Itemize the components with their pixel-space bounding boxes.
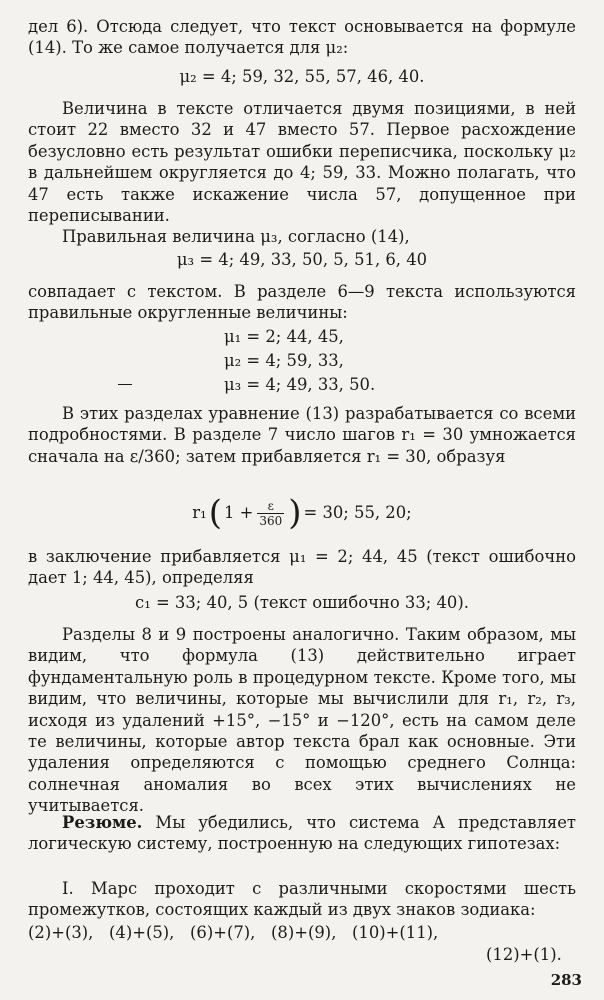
page-number: 283 — [550, 971, 582, 989]
paragraph-9: I. Марс проходит с различными скоростями шесть промежутков, состоящих каждый из двух знаков зодиака: — [28, 879, 576, 920]
paragraph-8 — [28, 812, 576, 855]
paragraph-7: Разделы 8 и 9 построены аналогично. Таким образом, мы видим, что формула (13) действительно играет фундаментальную роль в процедурном тексте. Кроме того, мы видим, что величины, которые мы вычислили для r₁, r₂, r₃, исходя из удалений +15°, −15° и −120°, есть на самом деле те величины, которые автор текста брал как основные. Эти удаления определяются с помощью среднего Солнца: солнечная аномалия во всех этих вычислениях не учитывается. — [28, 625, 576, 816]
paragraph-6: в заключение прибавляется μ₁ = 2; 44, 45 (текст ошибочно дает 1; 44, 45), определяя — [28, 547, 576, 588]
formula-mu2-text: μ₂ = 4; 59, 32, 55, 57, 46, 40. — [179, 67, 425, 86]
formula-r1-rhs: = 30; 55, 20; — [303, 503, 412, 523]
formula-mu1-rounded: μ₁ = 2; 44, 45, — [224, 327, 344, 346]
paragraph-1: дел 6). Отсюда следует, что текст основывается на формуле (14). То же самое получается для μ₂: — [28, 17, 576, 58]
formula-mu3-correct: μ₃ = 4; 49, 33, 50, 5, 51, 6, 40 — [176, 250, 428, 269]
paragraph-2: Величина в тексте отличается двумя позициями, в ней стоит 22 вместо 32 и 47 вместо 57. Первое расхождение безусловно есть результат ошибки переписчика, поскольку μ₂ в дальнейшем округляется до 4; 59, 33. Можно полагать, что 47 есть также искажение числа 57, допущенное при переписывании. — [28, 99, 576, 226]
fraction-denominator: 360 — [259, 513, 283, 528]
left-paren-glyph: ( — [208, 493, 222, 533]
paragraph-4: совпадает с текстом. В разделе 6—9 текста используются правильные округленные величины: — [28, 282, 576, 323]
formula-r1-lhs: r₁ — [192, 503, 207, 523]
margin-dash — [118, 384, 132, 385]
paragraph-5: В этих разделах уравнение (13) разрабатывается со всеми подробностями. В разделе 7 число шагов r₁ = 30 умножается сначала на ε/360; затем прибавляется r₁ = 30, образуя — [28, 404, 576, 466]
formula-fraction — [257, 499, 284, 528]
formula-mu2-rounded: μ₂ = 4; 59, 33, — [224, 351, 344, 370]
sign-pairs-row-1: (2)+(3), (4)+(5), (6)+(7), (8)+(9), (10)+(11), — [28, 923, 439, 942]
fraction-numerator: ε — [267, 498, 274, 513]
formula-r1 — [0, 493, 604, 533]
summary-label: Резюме. — [62, 813, 143, 832]
formula-mu3-rounded: μ₃ = 4; 49, 33, 50. — [224, 375, 376, 394]
right-paren-glyph: ) — [288, 493, 302, 533]
formula-r1-one: 1 + — [223, 503, 254, 523]
paragraph-3: Правильная величина μ₃, согласно (14), — [62, 227, 410, 246]
sign-pairs-row-2: (12)+(1). — [486, 945, 562, 964]
formula-c1: c₁ = 33; 40, 5 (текст ошибочно 33; 40). — [135, 593, 469, 612]
summary-text: Мы убедились, что система А представляет логическую систему, построенную на следующих гипотезах: — [28, 813, 576, 854]
